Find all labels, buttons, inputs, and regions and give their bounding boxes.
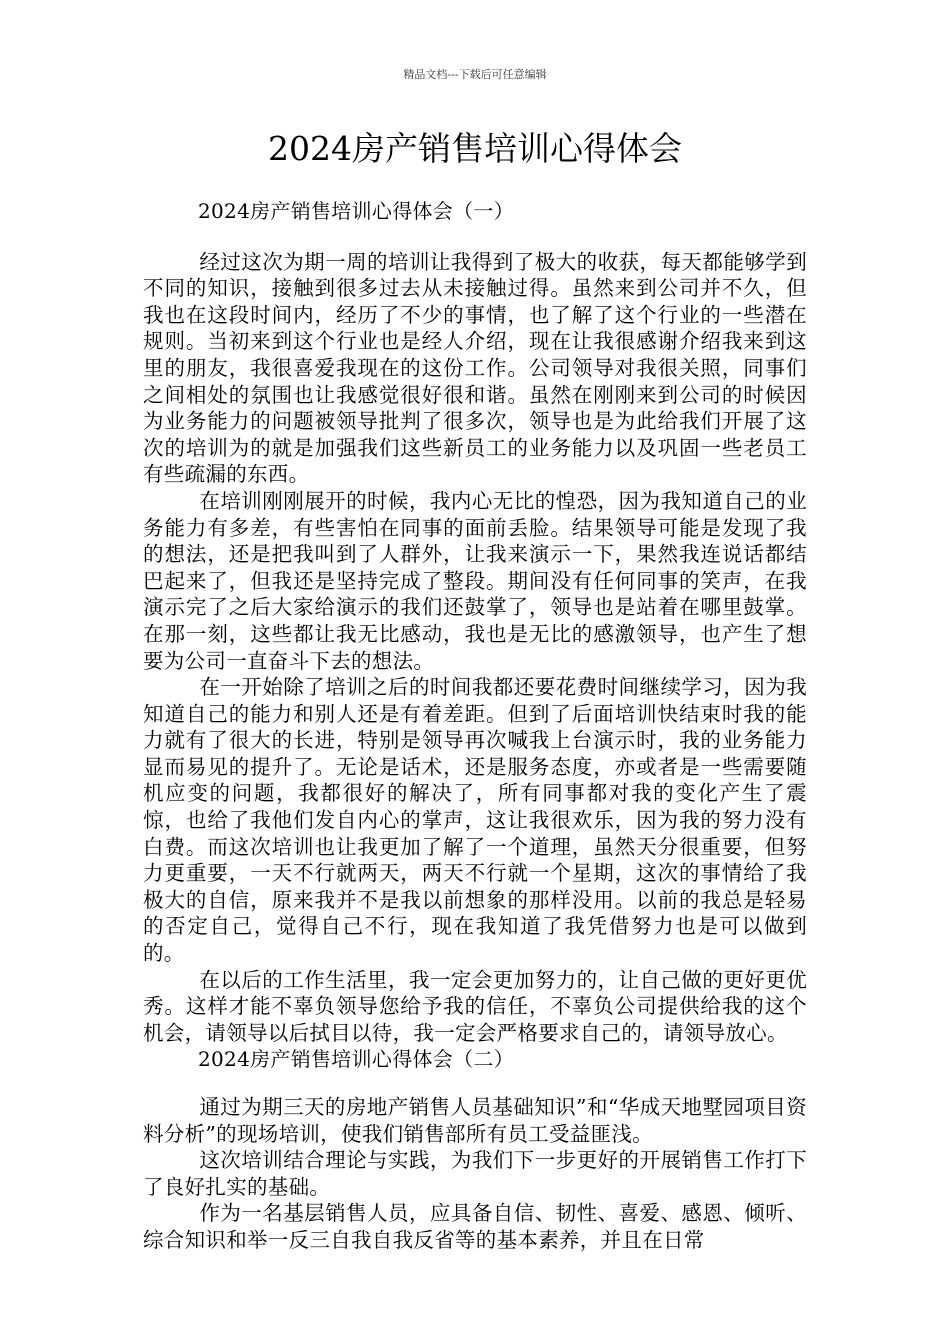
section-heading-1: 2024房产销售培训心得体会（一）: [198, 199, 514, 223]
paragraph: 经过这次为期一周的培训让我得到了极大的收获，每天都能够学到不同的知识，接触到很多过去从未接触过得。虽然来到公司并不久，但我也在这段时间内，经历了不少的事情，也了解了这个行业的一些潜在规则。当初来到这个行业也是经人介绍，现在让我很感谢介绍我来到这里的朋友，我很喜爱我现在的这份工作。公司领导对我很关照，同事们之间相处的氛围也让我感觉很好很和谐。虽然在刚刚来到公司的时候因为业务能力的问题被领导批判了很多次，领导也是为此给我们开展了这次的培训为的就是加强我们这些新员工的业务能力以及巩固一些老员工有些疏漏的东西。: [143, 249, 807, 487]
document-title: 2024房产销售培训心得体会: [268, 129, 682, 168]
paragraph: 作为一名基层销售人员，应具备自信、韧性、喜爱、感恩、倾听、综合知识和举一反三自我自我反省等的基本素养，并且在日常: [143, 1201, 807, 1252]
document-body: [143, 198, 807, 1254]
spacer: [143, 1073, 807, 1094]
section-heading-2: 2024房产销售培训心得体会（二）: [198, 1047, 514, 1072]
paragraph: 通过为期三天的房地产销售人员基础知识”和“华成天地墅园项目资料分析”的现场培训，使我们销售部所有员工受益匪浅。: [143, 1095, 807, 1146]
paragraph: 在培训刚刚展开的时候，我内心无比的惶恐，因为我知道自己的业务能力有多差，有些害怕在同事的面前丢脸。结果领导可能是发现了我的想法，还是把我叫到了人群外，让我来演示一下，果然我连说话都结巴起来了，但我还是坚持完成了整段。期间没有任何同事的笑声，在我演示完了之后大家给演示的我们还鼓掌了，领导也是站着在哪里鼓掌。在那一刻，这些都让我无比感动，我也是无比的感激领导，也产生了想要为公司一直奋斗下去的想法。: [143, 488, 807, 673]
page-header-note: 精品文档---下载后可任意编辑: [403, 68, 547, 81]
paragraph: 这次培训结合理论与实践，为我们下一步更好的开展销售工作打下了良好扎实的基础。: [143, 1148, 807, 1199]
spacer: [143, 225, 807, 249]
paragraph: 在一开始除了培训之后的时间我都还要花费时间继续学习，因为我知道自己的能力和别人还是有着差距。但到了后面培训快结束时我的能力就有了很大的长进，特别是领导再次喊我上台演示时，我的业务能力显而易见的提升了。无论是话术，还是服务态度，亦或者是一些需要随机应变的问题，我都很好的解决了，所有同事都对我的变化产生了震惊，也给了我他们发自内心的掌声，这让我很欢乐，因为我的努力没有白费。而这次培训也让我更加了解了一个道理，虽然天分很重要，但努力更重要，一天不行就两天，两天不行就一个星期，这次的事情给了我极大的自信，原来我并不是我以前想象的那样没用。以前的我总是轻易的否定自己，觉得自己不行，现在我知道了我凭借努力也是可以做到的。: [143, 675, 807, 966]
paragraph: 在以后的工作生活里，我一定会更加努力的，让自己做的更好更优秀。这样才能不辜负领导您给予我的信任，不辜负公司提供给我的这个机会，请领导以后拭目以待，我一定会严格要求自己的，请领导放心。: [143, 967, 807, 1045]
